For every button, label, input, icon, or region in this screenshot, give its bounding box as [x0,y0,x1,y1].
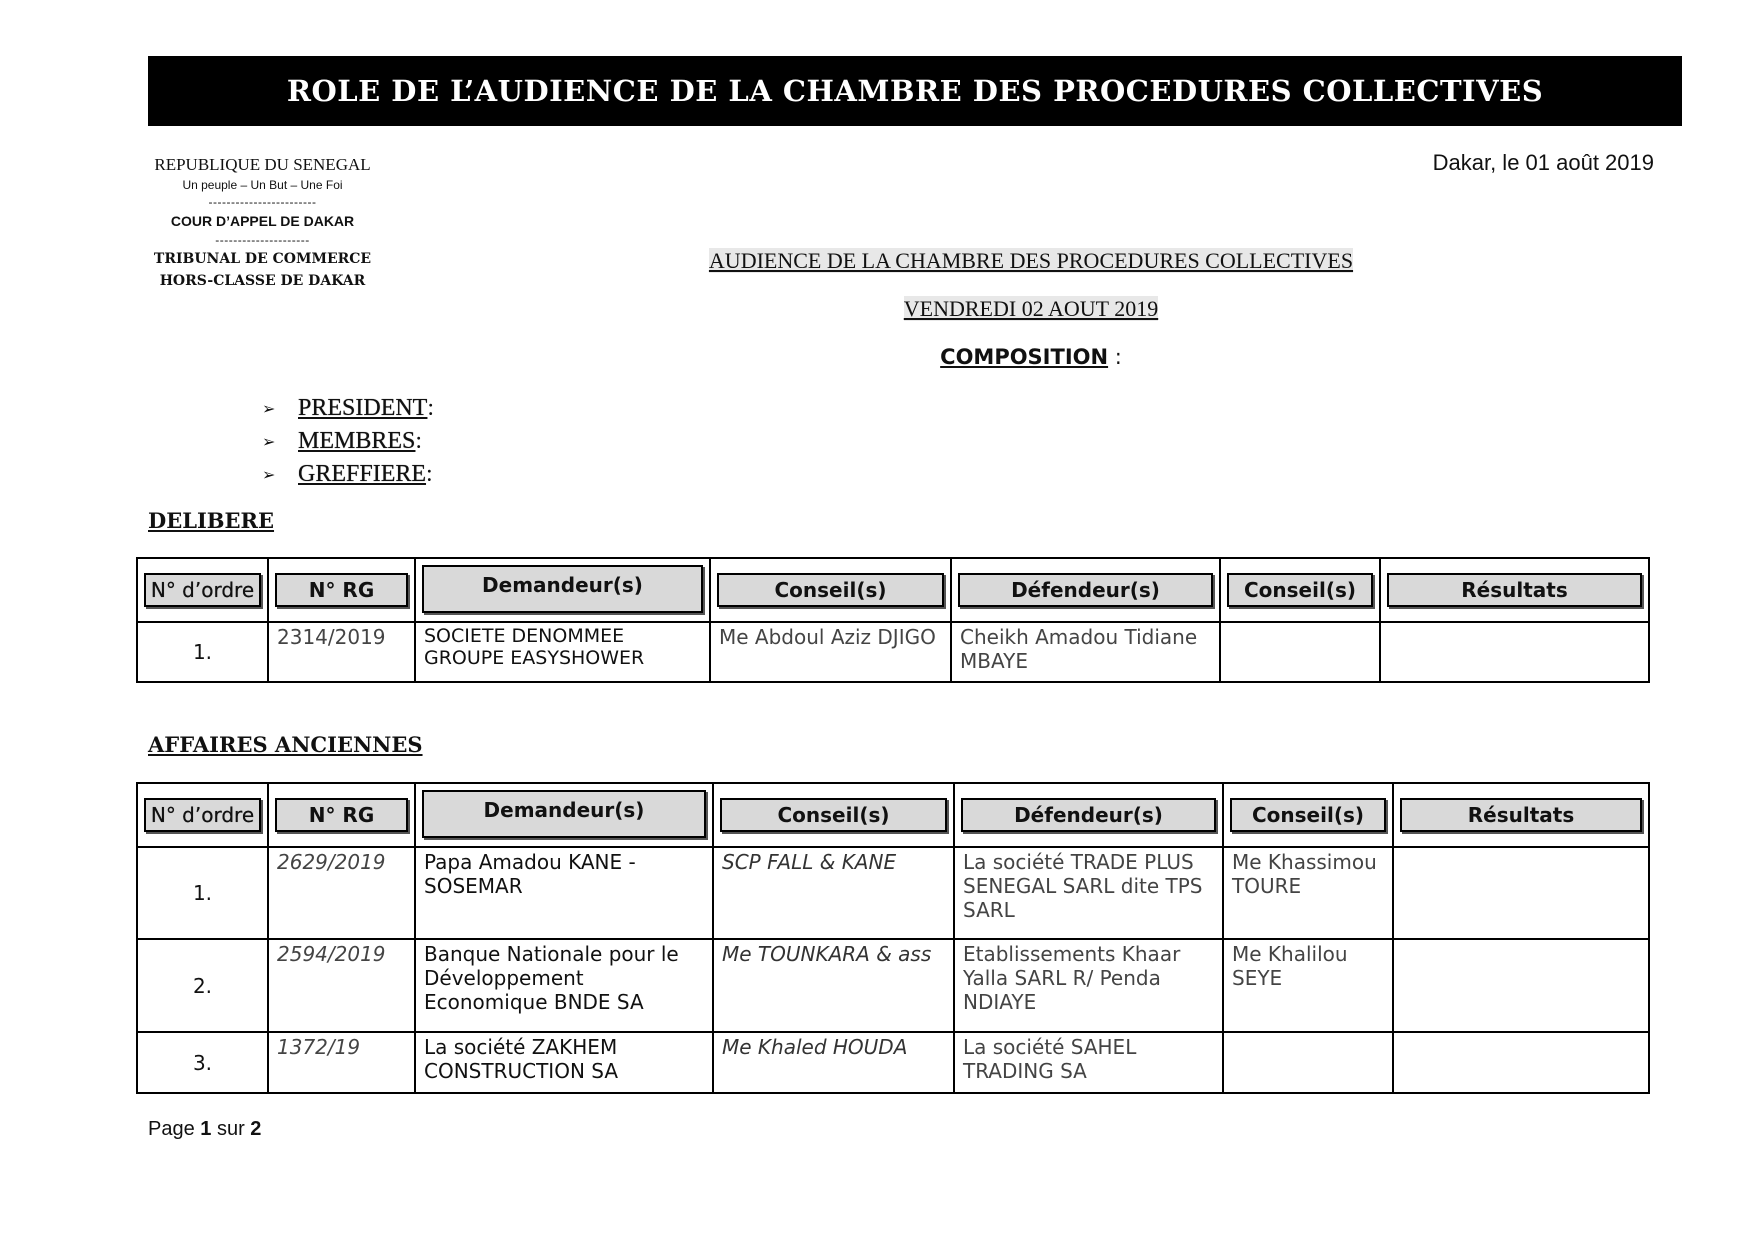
composition-item-greffiere [262,458,434,491]
separator-2: --------------------- [215,233,310,247]
cell-conseil-1: Me TOUNKARA & ass [713,939,954,1032]
cell-demandeur: Papa Amadou KANE - SOSEMAR [415,847,713,939]
table-row [137,622,1649,682]
cell-conseil-1: Me Abdoul Aziz DJIGO [710,622,951,682]
court-name: COUR D’APPEL DE DAKAR [170,213,355,229]
table-row [137,939,1649,1032]
republic-label: REPUBLIQUE DU SENEGAL [154,155,371,174]
header-cell [713,783,954,847]
header-cell [268,558,415,622]
header-demandeur: Demandeur(s) [422,790,706,838]
composition-item-membres [262,425,434,458]
cell-demandeur: La société ZAKHEM CONSTRUCTION SA [415,1032,713,1093]
audience-title [0,248,1754,274]
header-cell [954,783,1223,847]
header-cell [415,783,713,847]
table-row [137,1032,1649,1093]
banner-title: ROLE DE L’AUDIENCE DE LA CHAMBRE DES PROCEDURES COLLECTIVES [286,74,1544,108]
composition-item-president [262,392,434,425]
header-cell [1223,783,1393,847]
composition-suffix: : [426,461,433,487]
audience-day [0,296,1754,322]
section-title-delibere: DELIBERE [148,508,275,533]
tribunal-line-1: TRIBUNAL DE COMMERCE [153,251,372,267]
composition-suffix: : [415,428,423,454]
table-header-row [137,558,1649,622]
cell-rg: 2629/2019 [268,847,415,939]
cell-conseil-2 [1220,622,1380,682]
delibere-table [136,557,1650,683]
cell-resultats [1393,847,1649,939]
cell-conseil-2: Me Khalilou SEYE [1223,939,1393,1032]
header-cell [137,783,268,847]
composition-label-president: PRESIDENT [298,395,428,421]
header-defendeur: Défendeur(s) [961,798,1216,832]
cell-demandeur: SOCIETE DENOMMEE GROUPE EASYSHOWER [415,622,710,682]
header-conseil-1: Conseil(s) [720,798,947,832]
footer-page-total: 2 [250,1118,262,1140]
header-ordre: N° d’ordre [144,573,261,607]
footer-prefix: Page [148,1118,201,1140]
arrow-bullet-icon: ➢ [262,432,276,451]
header-conseil-2: Conseil(s) [1227,573,1373,607]
document-banner [148,56,1682,126]
audience-day-text: VENDREDI 02 AOUT 2019 [903,296,1159,321]
cell-conseil-2: Me Khassimou TOURE [1223,847,1393,939]
page-footer [148,1118,261,1141]
cell-rg: 2314/2019 [268,622,415,682]
cell-conseil-2 [1223,1032,1393,1093]
cell-defendeur: Etablissements Khaar Yalla SARL R/ Penda NDIAYE [954,939,1223,1032]
composition-list [262,392,434,491]
section-title-anciennes: AFFAIRES ANCIENNES [148,732,423,757]
separator-1: ------------------------ [208,195,317,209]
footer-page-number: 1 [200,1118,212,1140]
cell-ordre: 1. [137,847,268,939]
composition-label-membres: MEMBRES [298,428,416,454]
cell-conseil-1: SCP FALL & KANE [713,847,954,939]
header-conseil-1: Conseil(s) [717,573,944,607]
header-cell [1380,558,1649,622]
header-rg: N° RG [275,573,408,607]
arrow-bullet-icon: ➢ [262,465,276,484]
cell-rg: 2594/2019 [268,939,415,1032]
cell-resultats [1380,622,1649,682]
table-header-row [137,783,1649,847]
cell-resultats [1393,1032,1649,1093]
arrow-bullet-icon: ➢ [262,399,276,418]
header-ordre: N° d’ordre [144,798,261,832]
cell-ordre: 1. [137,622,268,682]
motto: Un peuple – Un But – Une Foi [182,178,343,192]
header-cell [137,558,268,622]
header-rg: N° RG [275,798,408,832]
header-cell [1220,558,1380,622]
cell-demandeur: Banque Nationale pour le Développement Economique BNDE SA [415,939,713,1032]
header-cell [1393,783,1649,847]
cell-rg: 1372/19 [268,1032,415,1093]
composition-colon: : [1108,345,1122,369]
audience-title-text: AUDIENCE DE LA CHAMBRE DES PROCEDURES COLLECTIVES [708,248,1354,273]
header-cell [415,558,710,622]
header-resultats: Résultats [1387,573,1642,607]
header-demandeur: Demandeur(s) [422,565,703,613]
header-resultats: Résultats [1400,798,1642,832]
cell-ordre: 3. [137,1032,268,1093]
tribunal-line-2: HORS-CLASSE DE DAKAR [159,273,366,289]
cell-conseil-1: Me Khaled HOUDA [713,1032,954,1093]
cell-defendeur: Cheikh Amadou Tidiane MBAYE [951,622,1220,682]
header-conseil-2: Conseil(s) [1230,798,1386,832]
footer-mid: sur [211,1118,251,1140]
header-defendeur: Défendeur(s) [958,573,1213,607]
header-cell [951,558,1220,622]
composition-label: COMPOSITION [940,345,1109,369]
cell-defendeur: La société TRADE PLUS SENEGAL SARL dite TPS SARL [954,847,1223,939]
composition-suffix: : [427,395,435,421]
cell-ordre: 2. [137,939,268,1032]
cell-resultats [1393,939,1649,1032]
date-line: Dakar, le 01 août 2019 [1432,150,1654,175]
header-cell [710,558,951,622]
anciennes-table [136,782,1650,1094]
composition-heading [0,345,1754,369]
cell-defendeur: La société SAHEL TRADING SA [954,1032,1223,1093]
header-cell [268,783,415,847]
table-row [137,847,1649,939]
composition-label-greffiere: GREFFIERE [298,461,427,487]
